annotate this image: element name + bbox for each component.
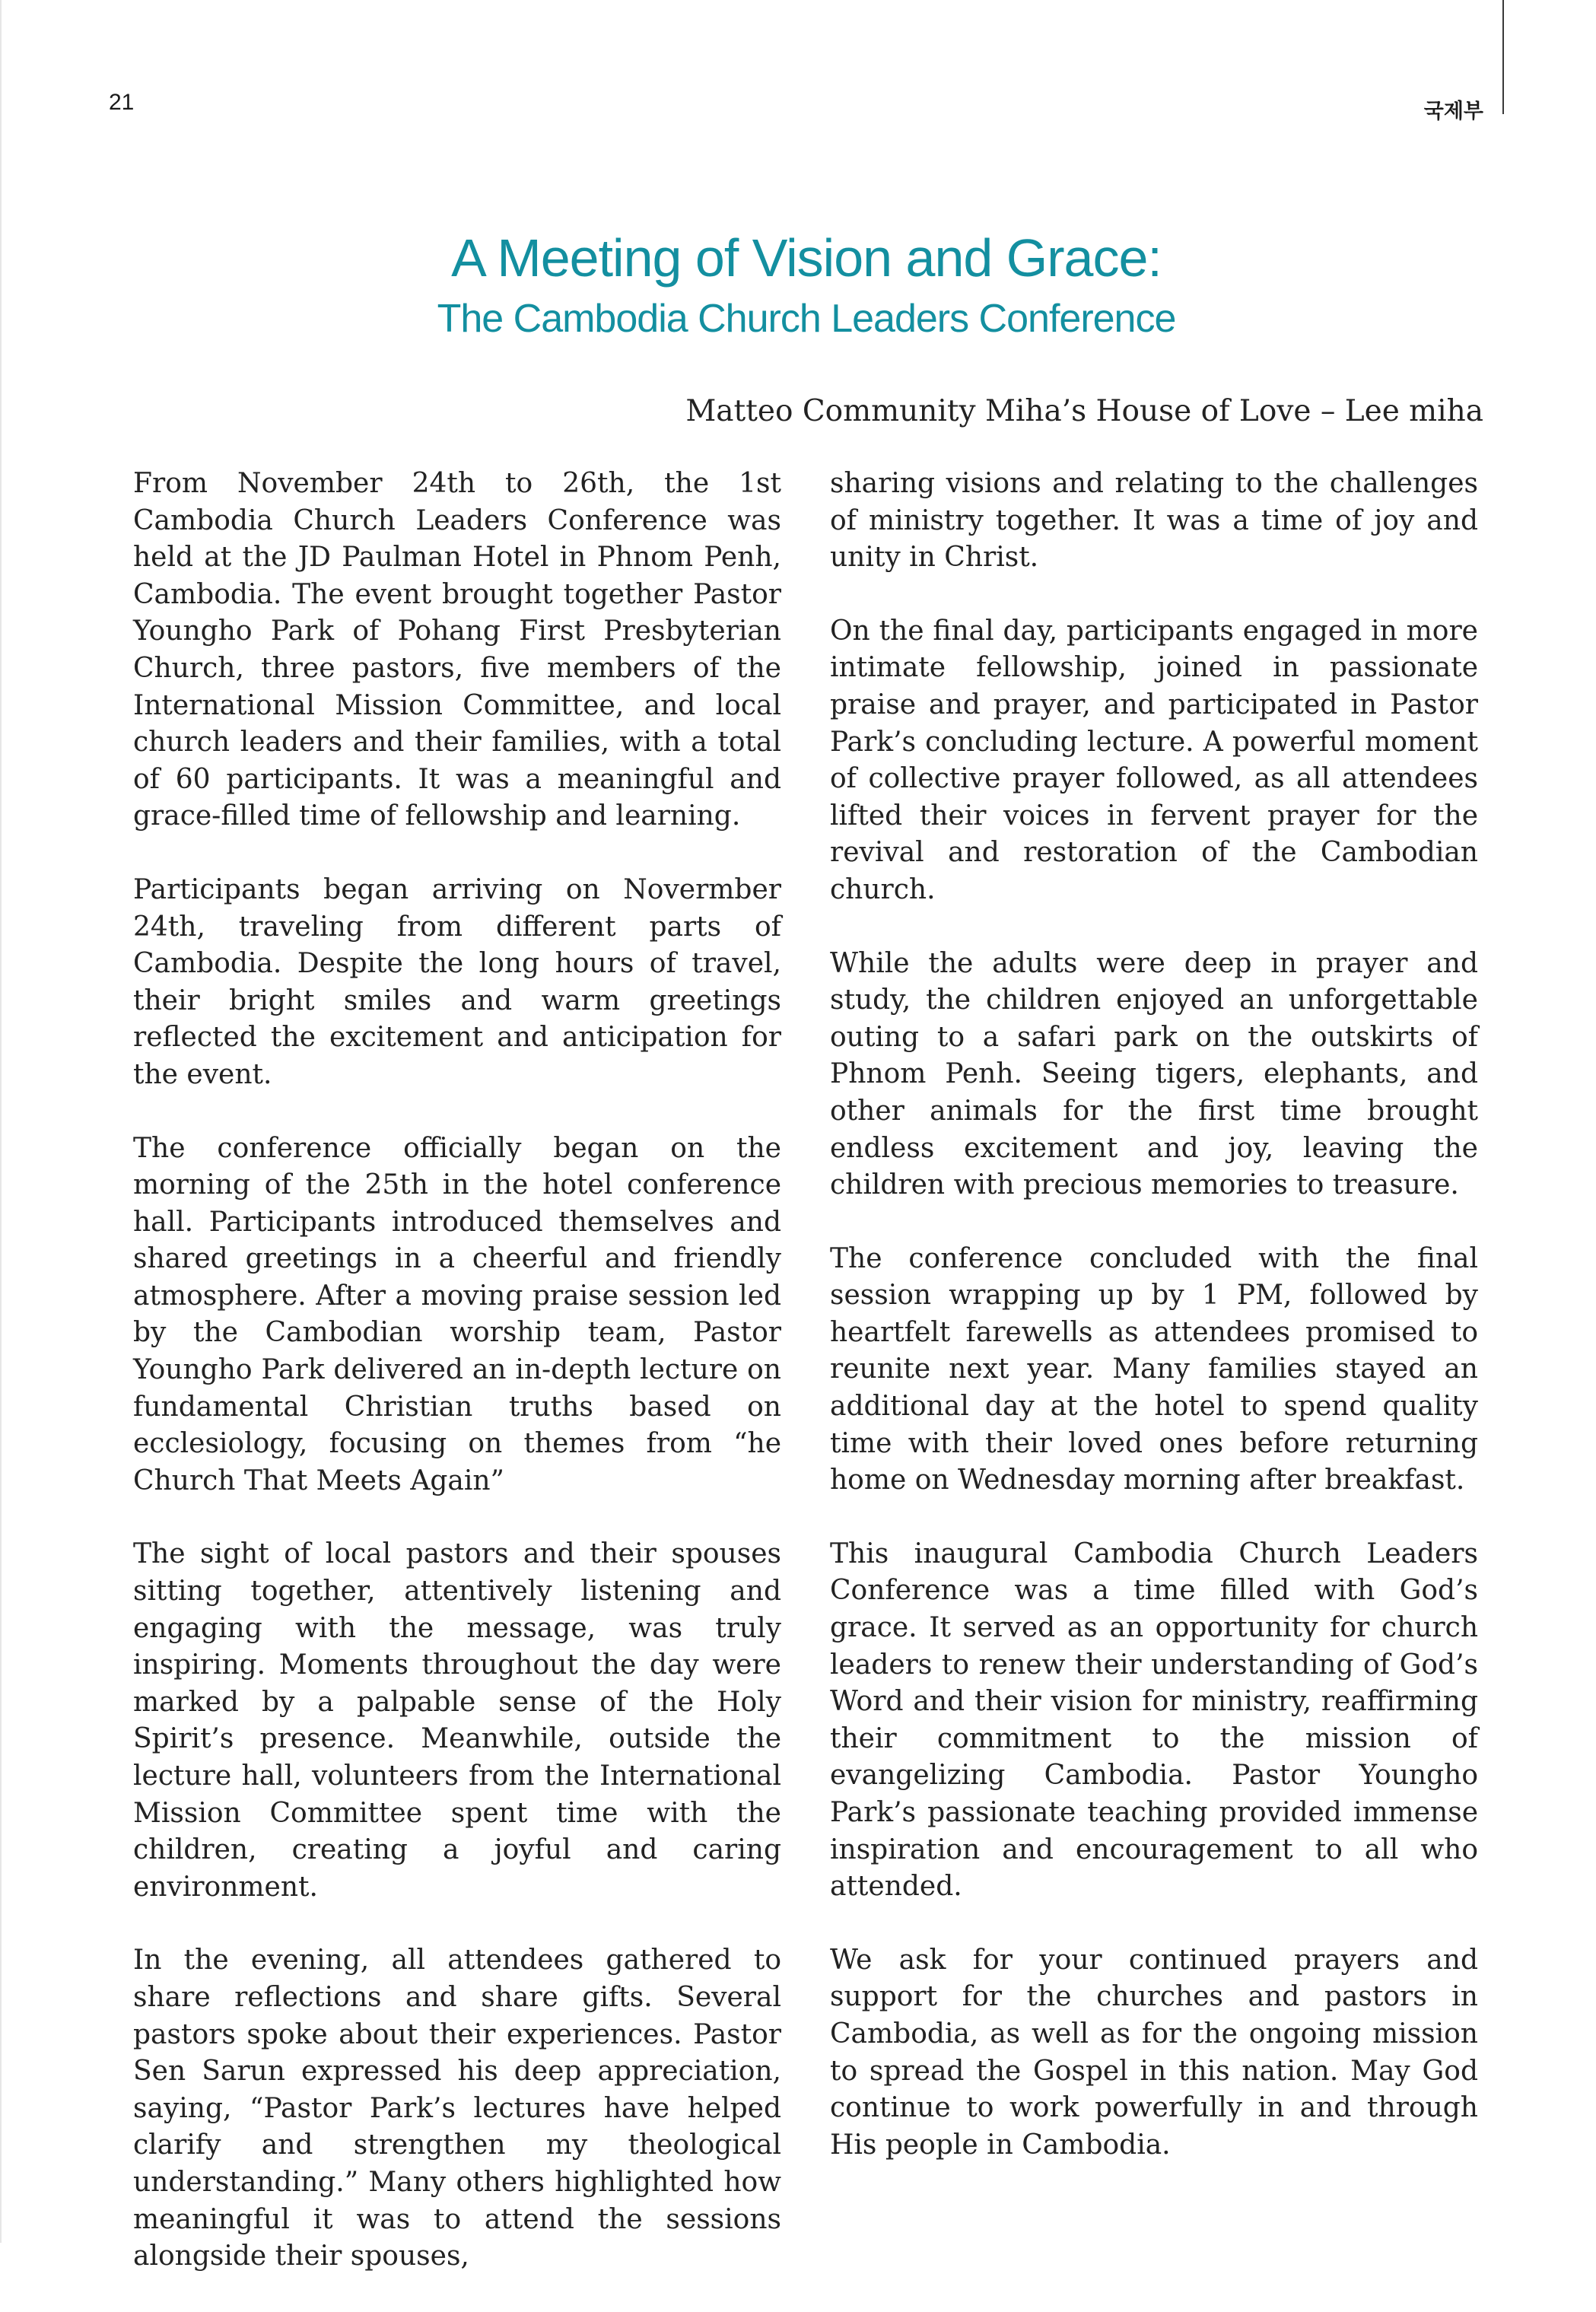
paragraph: In the evening, all attendees gathered to share reflections and share gifts. Several pastors spoke about their experiences. Pastor Sen Sarun expressed his deep appreciation, saying, “Pastor Park’s lectures have helped clarify and strengthen my theological understanding.” Many others highlighted how meaningful it was to attend the sessions alongside their spouses, [133,1945,781,2272]
header-vertical-rule [1502,0,1504,114]
paragraph: From November 24th to 26th, the 1st Cambodia Church Leaders Conference was held at the JD Paulman Hotel in Phnom Penh, Cambodia. The event brought together Pastor Youngho Park of Pohang First Presbyterian Church, three pastors, five members of the International Mission Committee, and local church leaders and their families, with a total of 60 participants. It was a meaningful and grace-filled time of fellowship and learning. [133,468,781,832]
paragraph: The conference officially began on the morning of the 25th in the hotel conference hall. Participants introduced themselves and shared greetings in a cheerful and friendly atmosphere. After a moving praise session led by the Cambodian worship team, Pastor Youngho Park delivered an in-depth lecture on fundamental Christian truths based on ecclesiology, focusing on themes from “he Church That Meets Again” [133,1132,781,1496]
paragraph: sharing visions and relating to the challenges of ministry together. It was a time of joy and unity in Christ. [830,468,1478,574]
page-edge-line [0,0,2,2243]
article-title: A Meeting of Vision and Grace: [451,228,1162,288]
section-label: 국제부 [1423,100,1483,123]
article-subtitle: The Cambodia Church Leaders Conference [437,297,1176,341]
paragraph: We ask for your continued prayers and support for the churches and pastors in Cambodia, as well as for the ongoing mission to spread the Gospel in this nation. May God continue to work powerfully in and through His people in Cambodia. [830,1944,1478,2161]
article-title-block [137,227,1476,344]
paragraph: The conference concluded with the final session wrapping up by 1 PM, followed by heartfelt farewells as attendees promised to reunite next year. Many families stayed an additional day at the hotel to spend quality time with their loved ones before returning home on Wednesday morning after breakfast. [830,1242,1478,1496]
paragraph: Participants began arriving on Novermber 24th, traveling from different parts of Cambodia. Despite the long hours of travel, their bright smiles and warm greetings reflected the excitement and anticipation for the event. [133,873,781,1090]
paragraph: This inaugural Cambodia Church Leaders Conference was a time filled with God’s grace. It served as an opportunity for church leaders to renew their understanding of God’s Word and their vision for ministry, reaffirming their commitment to the mission of evangelizing Cambodia. Pastor Youngho Park’s passionate teaching provided immense inspiration and encouragement to all who attended. [830,1538,1478,1903]
page-number: 21 [109,90,135,115]
left-column [133,466,781,2312]
paragraph: On the final day, participants engaged in more intimate fellowship, joined in passionate praise and prayer, and participated in Pastor Park’s concluding lecture. A powerful moment of collective prayer followed, as all attendees lifted their voices in fervent prayer for the revival and restoration of the Cambodian church. [830,615,1478,905]
right-column [830,466,1478,2200]
article-byline: Matteo Community Miha’s House of Love – Lee miha [685,394,1483,428]
paragraph: While the adults were deep in prayer and study, the children enjoyed an unforgettable outing to a safari park on the outskirts of Phnom Penh. Seeing tigers, elephants, and other animals for the first time brought endless excitement and joy, leaving the children with precious memories to treasure. [830,947,1478,1201]
paragraph: The sight of local pastors and their spouses sitting together, attentively listening and engaging with the message, was truly inspiring. Moments throughout the day were marked by a palpable sense of the Holy Spirit’s presence. Meanwhile, outside the lecture hall, volunteers from the International Mission Committee spent time with the children, creating a joyful and caring environment. [133,1538,781,1903]
